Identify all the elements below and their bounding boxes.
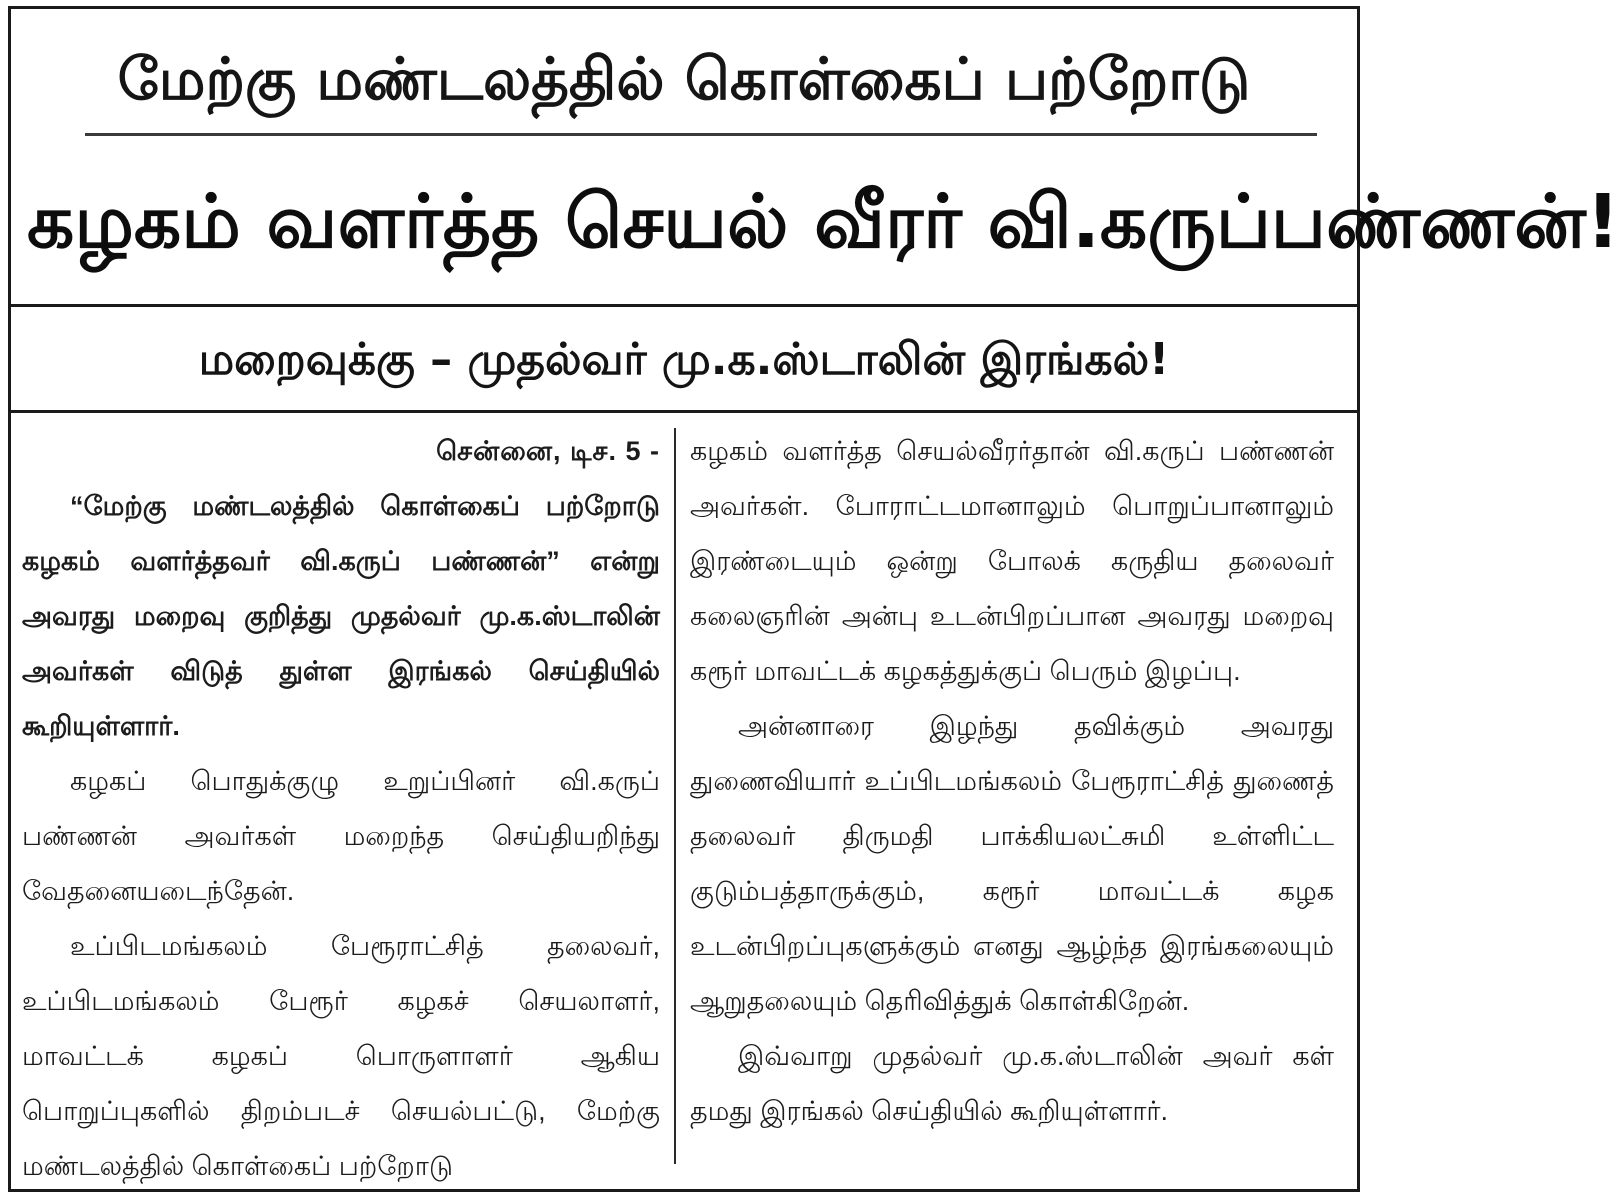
paragraph-5: இவ்வாறு முதல்வர் மு.க.ஸ்டாலின் அவர் கள் தமது இரங்கல் செய்தியில் கூறியுள்ளார். [690,1041,1334,1126]
headline-line-2: கழகம் வளர்த்த செயல் வீரர் வி.கருப்பண்ணன்! [27,179,1620,265]
lead-paragraph: “மேற்கு மண்டலத்தில் கொள்கைப் பற்றோடு கழகம் வளர்த்தவர் வி.கருப் பண்ணன்” என்று அவரது மறைவு குறித்து முதல்வர் மு.க.ஸ்டாலின் அவர்கள் விடுத் துள்ள இரங்கல் செய்தியில் கூறியுள்ளார். [22,491,660,741]
dateline: சென்னை, டிச. 5 - [436,436,660,466]
headline-box [11,9,1620,307]
headline-line-1: மேற்கு மண்டலத்தில் கொள்கைப் பற்றோடு [117,45,1251,113]
headline-divider [85,133,1317,136]
paragraph-1: கழகப் பொதுக்குழு உறுப்பினர் வி.கருப் பண்ணன் அவர்கள் மறைந்த செய்தியறிந்து வேதனையடைந்தேன். [22,766,660,906]
paragraph-4: அன்னாரை இழந்து தவிக்கும் அவரது துணைவியார் உப்பிடமங்கலம் பேரூராட்சித் துணைத் தலைவர் திருமதி பாக்கியலட்சுமி உள்ளிட்ட குடும்பத்தாருக்கும், கரூர் மாவட்டக் கழக உடன்பிறப்புகளுக்கும் எனது ஆழ்ந்த இரங்கலையும் ஆறுதலையும் தெரிவித்துக் கொள்கிறேன். [690,711,1334,1016]
paragraph-3: கழகம் வளர்த்த செயல்வீரர்தான் வி.கருப் பண்ணன் அவர்கள். போராட்டமானாலும் பொறுப்பானாலும் இரண்டையும் ஒன்று போலக் கருதிய தலைவர் கலைஞரின் அன்பு உடன்பிறப்பான அவரது மறைவு கரூர் மாவட்டக் கழகத்துக்குப் பெரும் இழப்பு. [690,436,1334,686]
subheadline-box [11,307,1357,413]
paragraph-2: உப்பிடமங்கலம் பேரூராட்சித் தலைவர், உப்பிடமங்கலம் பேரூர் கழகச் செயலாளர், மாவட்டக் கழகப் பொருளாளர் ஆகிய பொறுப்புகளில் திறம்படச் செயல்பட்டு, மேற்கு மண்டலத்தில் கொள்கைப் பற்றோடு [22,931,660,1181]
article-column-right [690,424,1334,1172]
subheadline: மறைவுக்கு – முதல்வர் மு.க.ஸ்டாலின் இரங்கல்! [198,334,1170,385]
article-column-left [22,424,660,1181]
column-divider [674,428,676,1164]
